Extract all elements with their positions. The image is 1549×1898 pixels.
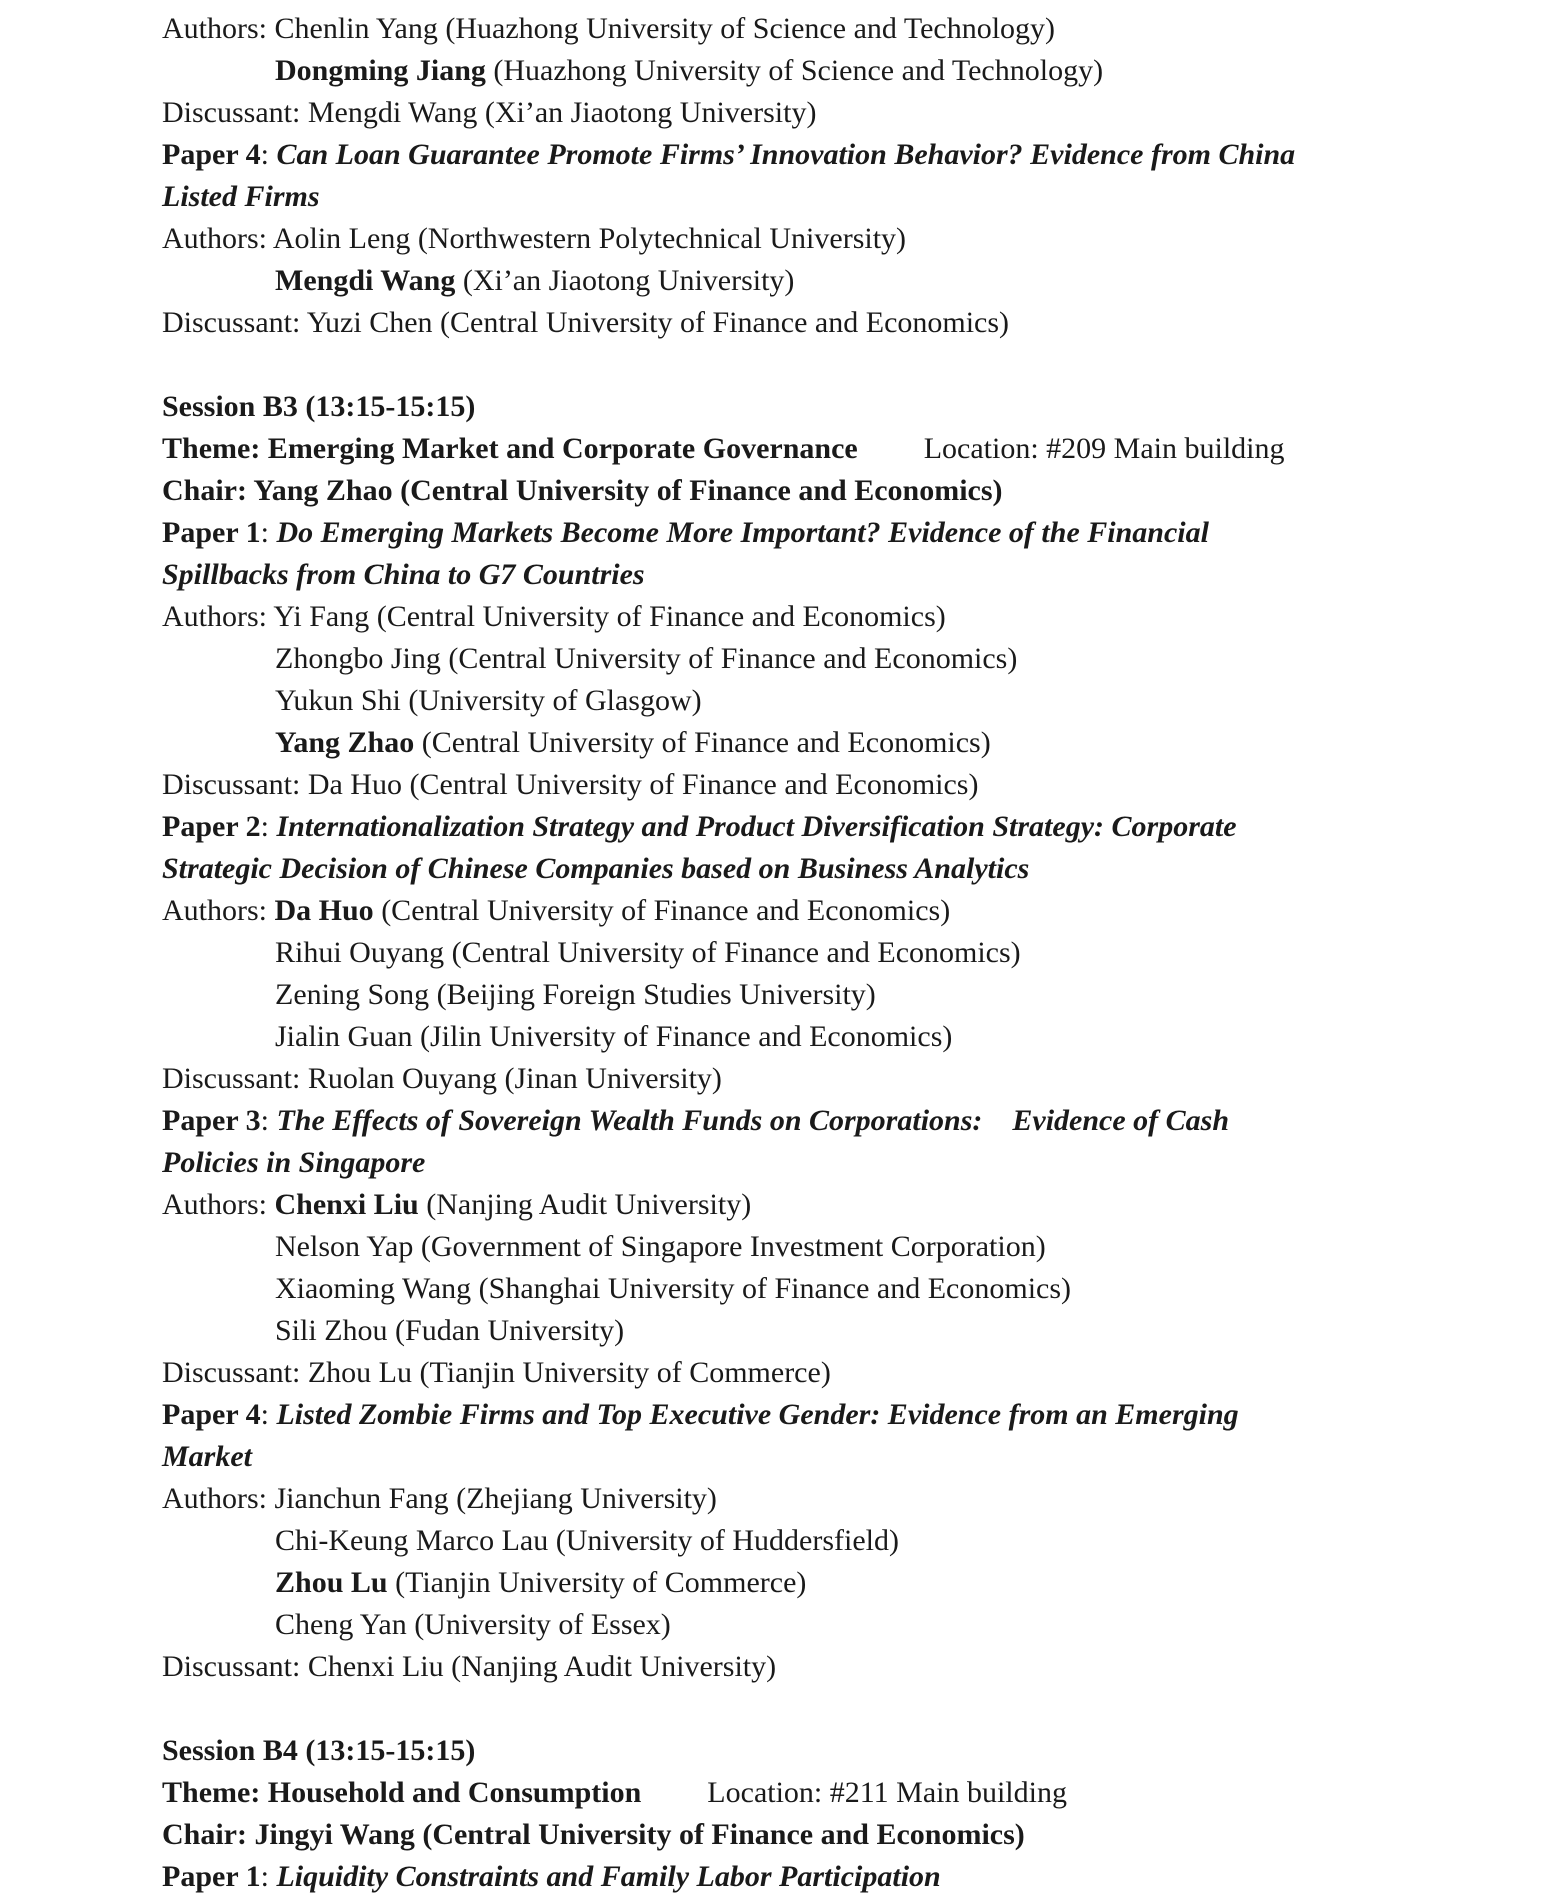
document-line bbox=[162, 1772, 1529, 1814]
text-segment: : bbox=[260, 1398, 277, 1431]
document-line bbox=[162, 932, 1529, 974]
text-segment: Location: #211 Main building bbox=[707, 1776, 1067, 1809]
document-line bbox=[162, 638, 1529, 680]
text-segment: : bbox=[260, 1860, 277, 1893]
text-segment: Mengdi Wang bbox=[275, 264, 456, 297]
document-line bbox=[162, 512, 1529, 554]
text-segment: Internationalization Strategy and Product Diversification Strategy: Corporate bbox=[276, 810, 1237, 843]
document-line bbox=[162, 764, 1529, 806]
document-line bbox=[162, 386, 1529, 428]
text-segment: Listed Zombie Firms and Top Executive Gender: Evidence from an Emerging bbox=[276, 1398, 1239, 1431]
blank-line bbox=[162, 1688, 1529, 1730]
text-segment: Discussant: Chenxi Liu (Nanjing Audit University) bbox=[162, 1650, 777, 1683]
text-segment: Paper 4 bbox=[162, 1398, 261, 1431]
text-segment: Chair: Jingyi Wang (Central University of Finance and Economics) bbox=[162, 1818, 1025, 1851]
document-line bbox=[162, 260, 1529, 302]
document-line bbox=[162, 176, 1529, 218]
text-segment: Listed Firms bbox=[162, 180, 320, 213]
text-segment: Chenxi Liu bbox=[274, 1188, 419, 1221]
document-line bbox=[162, 218, 1529, 260]
text-segment: Zhongbo Jing (Central University of Finance and Economics) bbox=[275, 642, 1018, 675]
text-segment: Authors: Yi Fang (Central University of Finance and Economics) bbox=[162, 600, 946, 633]
text-segment: Discussant: Zhou Lu (Tianjin University of Commerce) bbox=[162, 1356, 831, 1389]
text-segment: Chi-Keung Marco Lau (University of Huddersfield) bbox=[275, 1524, 899, 1557]
text-segment: Spillbacks from China to G7 Countries bbox=[162, 558, 645, 591]
document-line bbox=[162, 428, 1529, 470]
document-line bbox=[162, 596, 1529, 638]
document-line bbox=[162, 1016, 1529, 1058]
document-line bbox=[162, 302, 1529, 344]
text-segment: Authors: bbox=[162, 894, 275, 927]
document-line bbox=[162, 1058, 1529, 1100]
document-line bbox=[162, 1100, 1529, 1142]
text-segment: Authors: Jianchun Fang (Zhejiang University) bbox=[162, 1482, 717, 1515]
text-segment: Theme: Household and Consumption bbox=[162, 1776, 642, 1809]
document-line bbox=[162, 8, 1529, 50]
text-segment: Authors: bbox=[162, 1188, 275, 1221]
document-line bbox=[162, 1814, 1529, 1856]
text-segment: Discussant: Mengdi Wang (Xi’an Jiaotong University) bbox=[162, 96, 817, 129]
document-line bbox=[162, 1184, 1529, 1226]
text-segment: (Central University of Finance and Economics) bbox=[373, 894, 951, 927]
text-segment: Location: #209 Main building bbox=[923, 432, 1285, 465]
text-segment: (Nanjing Audit University) bbox=[418, 1188, 752, 1221]
text-segment: Paper 1 bbox=[162, 516, 261, 549]
text-segment: Discussant: Yuzi Chen (Central University of Finance and Economics) bbox=[162, 306, 1010, 339]
text-segment: The Effects of Sovereign Wealth Funds on Corporations: Evidence of Cash bbox=[276, 1104, 1230, 1137]
document-line bbox=[162, 1142, 1529, 1184]
text-segment: Discussant: Ruolan Ouyang (Jinan University) bbox=[162, 1062, 722, 1095]
document-line bbox=[162, 134, 1529, 176]
text-segment: Rihui Ouyang (Central University of Finance and Economics) bbox=[275, 936, 1021, 969]
text-segment: Session B3 (13:15-15:15) bbox=[162, 390, 476, 423]
text-segment: (Central University of Finance and Economics) bbox=[414, 726, 991, 759]
text-segment: Liquidity Constraints and Family Labor Participation bbox=[276, 1860, 941, 1893]
text-segment: Theme: Emerging Market and Corporate Governance bbox=[162, 432, 858, 465]
document-line bbox=[162, 680, 1529, 722]
text-segment: (Tianjin University of Commerce) bbox=[387, 1566, 807, 1599]
text-segment: Authors: Aolin Leng (Northwestern Polytechnical University) bbox=[162, 222, 907, 255]
document-line bbox=[162, 1478, 1529, 1520]
document-line bbox=[162, 1730, 1529, 1772]
text-segment: Do Emerging Markets Become More Important? Evidence of the Financial bbox=[276, 516, 1209, 549]
document-line bbox=[162, 1604, 1529, 1646]
text-segment: Authors: Chenlin Yang (Huazhong University of Science and Technology) bbox=[162, 12, 1056, 45]
document-line bbox=[162, 1856, 1529, 1898]
text-segment: Cheng Yan (University of Essex) bbox=[275, 1608, 671, 1641]
text-segment: : bbox=[260, 1104, 277, 1137]
document-line bbox=[162, 554, 1529, 596]
document-line bbox=[162, 890, 1529, 932]
document-line bbox=[162, 1268, 1529, 1310]
text-segment: Chair: Yang Zhao (Central University of Finance and Economics) bbox=[162, 474, 1003, 507]
document-line bbox=[162, 1646, 1529, 1688]
document-line bbox=[162, 806, 1529, 848]
text-segment: Market bbox=[162, 1440, 252, 1473]
text-segment: : bbox=[260, 138, 277, 171]
text-segment: Sili Zhou (Fudan University) bbox=[275, 1314, 625, 1347]
document-line bbox=[162, 848, 1529, 890]
text-segment: : bbox=[260, 810, 277, 843]
text-segment: Zening Song (Beijing Foreign Studies University) bbox=[275, 978, 876, 1011]
document-line bbox=[162, 1394, 1529, 1436]
text-segment: (Xi’an Jiaotong University) bbox=[455, 264, 795, 297]
text-segment: : bbox=[260, 516, 277, 549]
document-line bbox=[162, 470, 1529, 512]
text-segment: Jialin Guan (Jilin University of Finance and Economics) bbox=[275, 1020, 953, 1053]
text-segment: Zhou Lu bbox=[275, 1566, 388, 1599]
text-segment: Paper 2 bbox=[162, 810, 261, 843]
text-segment: Xiaoming Wang (Shanghai University of Finance and Economics) bbox=[275, 1272, 1072, 1305]
text-segment: Strategic Decision of Chinese Companies based on Business Analytics bbox=[162, 852, 1030, 885]
text-segment: Yukun Shi (University of Glasgow) bbox=[275, 684, 702, 717]
text-segment: Session B4 (13:15-15:15) bbox=[162, 1734, 476, 1767]
text-segment: Paper 1 bbox=[162, 1860, 261, 1893]
document-line bbox=[162, 1226, 1529, 1268]
document-line bbox=[162, 50, 1529, 92]
text-segment: Discussant: Da Huo (Central University of Finance and Economics) bbox=[162, 768, 979, 801]
document-body bbox=[162, 8, 1529, 1898]
document-line bbox=[162, 92, 1529, 134]
document-line bbox=[162, 1562, 1529, 1604]
text-segment: Dongming Jiang bbox=[275, 54, 486, 87]
text-segment: Paper 3 bbox=[162, 1104, 261, 1137]
text-segment: Da Huo bbox=[274, 894, 374, 927]
document-line bbox=[162, 1310, 1529, 1352]
document-line bbox=[162, 1436, 1529, 1478]
text-segment: Nelson Yap (Government of Singapore Investment Corporation) bbox=[275, 1230, 1046, 1263]
blank-line bbox=[162, 344, 1529, 386]
text-segment: Can Loan Guarantee Promote Firms’ Innovation Behavior? Evidence from China bbox=[276, 138, 1296, 171]
text-segment: Yang Zhao bbox=[275, 726, 415, 759]
document-line bbox=[162, 722, 1529, 764]
document-line bbox=[162, 974, 1529, 1016]
document-line bbox=[162, 1520, 1529, 1562]
text-segment: Policies in Singapore bbox=[162, 1146, 426, 1179]
document-line bbox=[162, 1352, 1529, 1394]
text-segment: Paper 4 bbox=[162, 138, 261, 171]
text-segment: (Huazhong University of Science and Technology) bbox=[485, 54, 1104, 87]
